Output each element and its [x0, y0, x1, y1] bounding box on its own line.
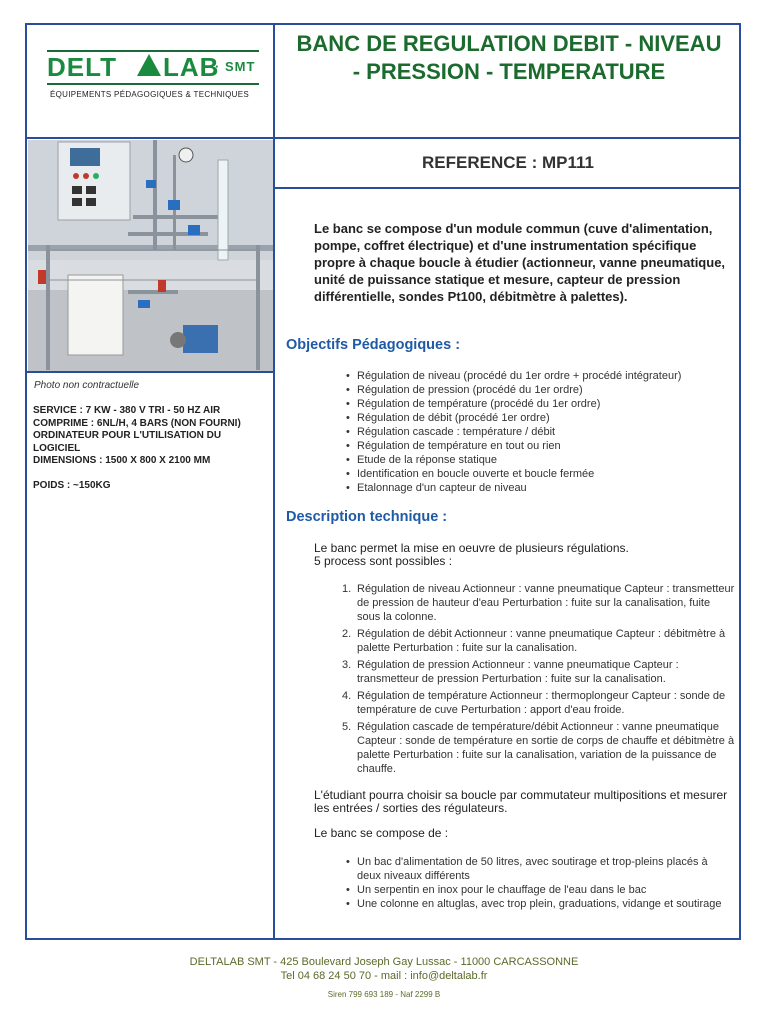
logo-word-right: LAB	[163, 52, 220, 82]
list-item: • Régulation cascade : température / débit	[344, 425, 734, 439]
product-photo	[28, 140, 273, 371]
student-paragraph: L'étudiant pourra choisir sa boucle par commutateur multipositions et mesurer les entrées / sorties des régulateurs.	[314, 788, 728, 815]
list-item: • Régulation de température en tout ou rien	[344, 439, 734, 453]
deltalab-logo	[47, 50, 259, 102]
list-item: • Régulation de température (procédé du 1er ordre)	[344, 397, 734, 411]
spec-line: ORDINATEUR POUR L'UTILISATION DU	[33, 430, 222, 441]
specifications	[33, 405, 268, 492]
intro-paragraph: Le banc se compose d'un module commun (cuve d'alimentation, pompe, coffret électrique) et d'une instrumentation spécifique propre à chaque boucle à étudier (actionneur, vanne pneumatique, unité de puissance statique et mesure, capteur de pression différentielle, sondes Pt100, débitmètre à palettes).	[314, 221, 726, 304]
reference-divider	[273, 187, 741, 189]
objectives-heading: Objectifs Pédagogiques :	[286, 337, 461, 353]
list-item	[340, 658, 735, 686]
technical-heading: Description technique :	[286, 509, 448, 525]
spec-gap	[33, 468, 268, 480]
footer-address: DELTALAB SMT - 425 Boulevard Joseph Gay Lussac - 11000 CARCASSONNE	[189, 956, 579, 968]
process-text: Régulation de niveau Actionneur : vanne pneumatique Capteur : transmetteur de pression de hauteur d'eau Perturbation : fuite sur la canalisation, fuite sous la colonne.	[357, 583, 735, 623]
photo-caption: Photo non contractuelle	[34, 380, 140, 391]
list-item	[340, 627, 735, 655]
logo-triangle-icon	[137, 54, 161, 76]
list-item	[340, 582, 735, 624]
list-item: • Régulation de débit (procédé 1er ordre)	[344, 411, 734, 425]
page-title	[279, 30, 739, 86]
logo-word-left: DELT	[47, 52, 117, 82]
title-line-2: - PRESSION - TEMPERATURE	[352, 59, 666, 84]
footer-siren: Siren 799 693 189 - Naf 2299 B	[327, 990, 441, 999]
list-number: 5.	[342, 721, 352, 733]
list-item	[340, 720, 735, 776]
process-text: Régulation cascade de température/débit Actionneur : vanne pneumatique Capteur : sonde de température en sortie de corps de chauffe et débitmètre à palette Perturbation : fuite sur la canalisation, variation de la puissance de chauffe.	[357, 721, 735, 775]
list-item: • Etalonnage d'un capteur de niveau	[344, 481, 734, 495]
list-item: • Identification en boucle ouverte et boucle fermée	[344, 467, 734, 481]
technical-intro-line-1: Le banc permet la mise en oeuvre de plusieurs régulations.	[314, 541, 629, 555]
list-item: • Régulation de pression (procédé du 1er ordre)	[344, 383, 734, 397]
list-item: • Régulation de niveau (procédé du 1er ordre + procédé intégrateur)	[344, 369, 734, 383]
process-text: Régulation de température Actionneur : thermoplongeur Capteur : sonde de température de cuve Perturbation : apport d'eau froide.	[357, 690, 726, 716]
header-divider	[25, 137, 741, 139]
list-number: 2.	[342, 628, 352, 640]
list-item: • Etude de la réponse statique	[344, 453, 734, 467]
process-text: Régulation de débit Actionneur : vanne pneumatique Capteur : débitmètre à palette Perturbation : fuite sur la canalisation.	[357, 628, 726, 654]
logo-tagline: ÉQUIPEMENTS PÉDAGOGIQUES & TECHNIQUES	[50, 90, 249, 99]
spec-weight: POIDS : ~150KG	[33, 479, 111, 491]
process-text: Régulation de pression Actionneur : vanne pneumatique Capteur : transmetteur de pression Perturbation : fuite sur la canalisation.	[357, 659, 679, 685]
list-item: • Un bac d'alimentation de 50 litres, avec soutirage et trop-pleins placés à deux niveaux différents	[344, 855, 734, 883]
technical-intro	[314, 542, 734, 568]
spec-line: COMPRIME : 6NL/H, 4 BARS (NON FOURNI)	[33, 417, 241, 429]
list-number: 4.	[342, 690, 352, 702]
reference-label: REFERENCE : MP111	[422, 153, 594, 172]
process-list	[340, 582, 735, 779]
logo-bottom-rule	[47, 83, 259, 85]
title-line-1: BANC DE REGULATION DEBIT - NIVEAU	[296, 31, 722, 56]
spec-line: SERVICE : 7 KW - 380 V TRI - 50 HZ AIR	[33, 405, 221, 416]
list-item: • Une colonne en altuglas, avec trop plein, graduations, vidange et soutirage	[344, 897, 734, 911]
list-number: 1.	[342, 583, 352, 595]
photo-divider	[25, 371, 275, 373]
footer-phone-mail: Tel 04 68 24 50 70 - mail : info@deltalab.fr	[280, 970, 488, 982]
list-number: 3.	[342, 659, 352, 671]
technical-intro-line-2: 5 process sont possibles :	[314, 554, 453, 568]
footer-contact	[0, 955, 768, 983]
logo-smt: · SMT	[215, 59, 256, 74]
spec-line: LOGICIEL	[33, 442, 81, 454]
objectives-list	[344, 369, 734, 495]
composition-intro: Le banc se compose de :	[314, 826, 449, 840]
spec-line: DIMENSIONS : 1500 X 800 X 2100 MM	[33, 455, 211, 466]
components-list	[344, 855, 734, 911]
list-item: • Un serpentin en inox pour le chauffage de l'eau dans le bac	[344, 883, 734, 897]
list-item	[340, 689, 735, 717]
